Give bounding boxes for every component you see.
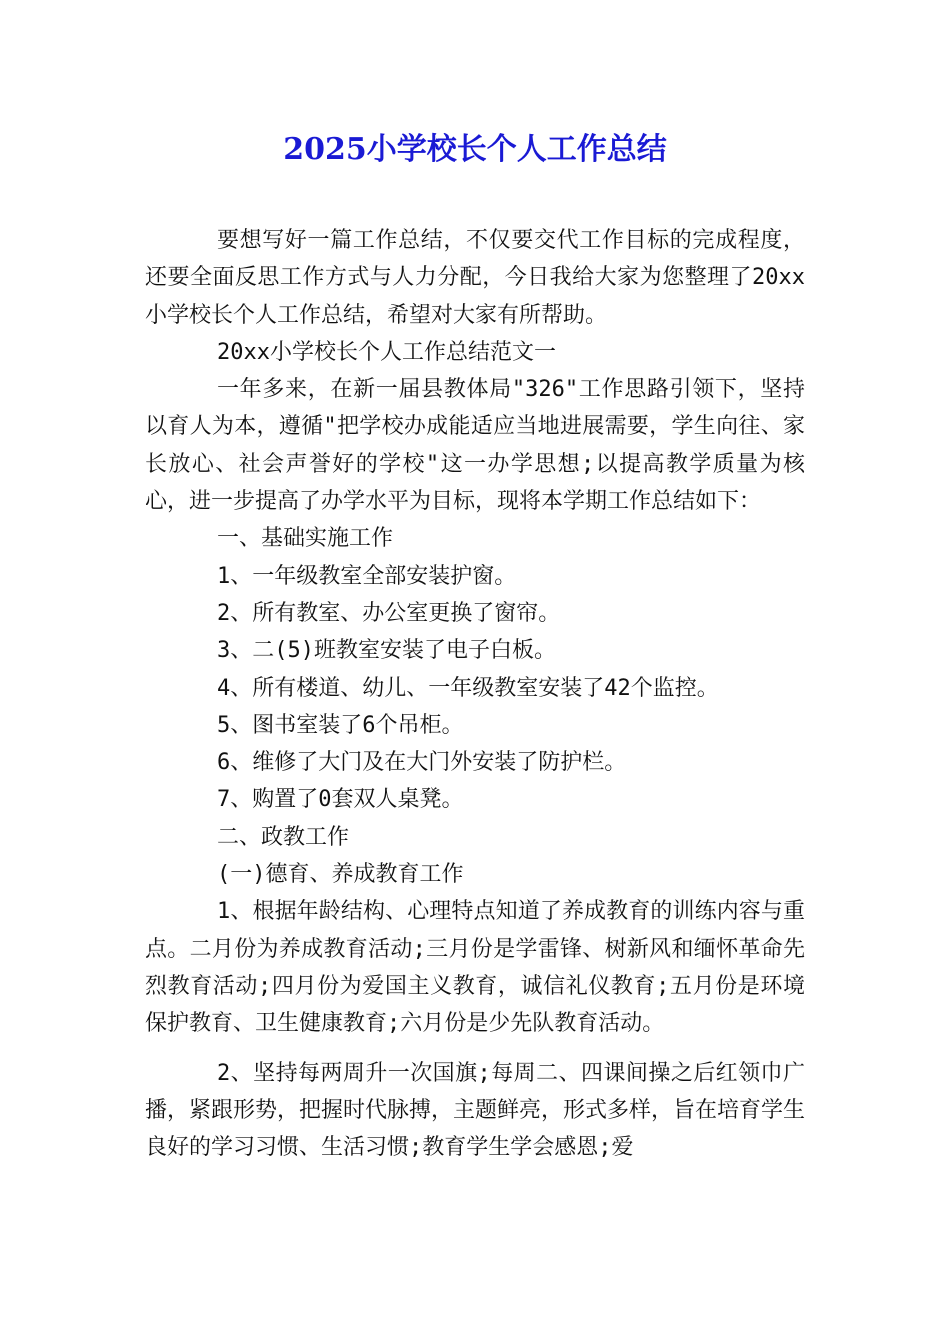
list-item: 2、所有教室、办公室更换了窗帘。 [217, 600, 561, 626]
body-paragraph: 1、根据年龄结构、心理特点知道了养成教育的训练内容与重点。二月份为养成教育活动;三月份是学雷锋、树新风和缅怀革命先烈教育活动;四月份为爱国主义教育，诚信礼仪教育;五月份是环境保护教育、卫生健康教育;六月份是少先队教育活动。 [145, 899, 805, 1037]
section-heading-political-education: 二、政教工作 [217, 824, 350, 850]
body-paragraph: 2、坚持每两周升一次国旗;每周二、四课间操之后红领巾广播，紧跟形势，把握时代脉搏，主题鲜亮，形式多样，旨在培育学生良好的学习习惯、生活习惯;教育学生学会感恩;爱 [145, 1060, 806, 1161]
list-item: 7、购置了0套双人桌凳。 [217, 787, 464, 813]
document-body [145, 222, 805, 1166]
list-item: 5、图书室装了6个吊柜。 [217, 712, 464, 738]
section-heading-sample-one: 20xx小学校长个人工作总结范文一 [217, 339, 556, 365]
intro-paragraph: 要想写好一篇工作总结，不仅要交代工作目标的完成程度，还要全面反思工作方式与人力分配，今日我给大家为您整理了20xx小学校长个人工作总结，希望对大家有所帮助。 [145, 228, 805, 328]
subsection-heading-moral-education: (一)德育、养成教育工作 [217, 862, 464, 888]
list-item: 4、所有楼道、幼儿、一年级教室安装了42个监控。 [217, 675, 719, 701]
document-title: 2025小学校长个人工作总结 [283, 132, 667, 167]
list-item: 1、一年级教室全部安装护窗。 [217, 563, 517, 589]
list-item: 3、二(5)班教室安装了电子白板。 [217, 638, 556, 664]
list-item: 6、维修了大门及在大门外安装了防护栏。 [217, 750, 627, 776]
section-heading-infrastructure: 一、基础实施工作 [217, 526, 394, 552]
overview-paragraph: 一年多来，在新一届县教体局"326"工作思路引领下，坚持以育人为本，遵循"把学校办成能适应当地进展需要，学生向往、家长放心、社会声誉好的学校"这一办学思想;以提高教学质量为核心，进一步提高了办学水平为目标，现将本学期工作总结如下： [145, 377, 805, 515]
